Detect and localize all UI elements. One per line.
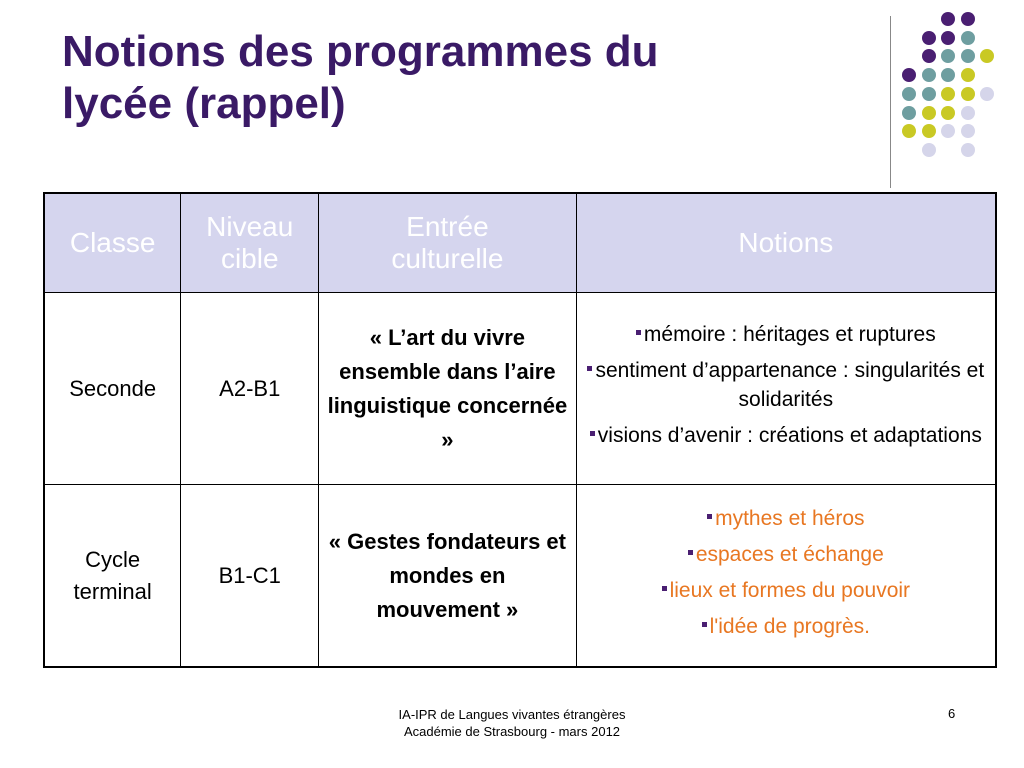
decorative-dot [922, 68, 936, 82]
square-bullet-icon [688, 550, 693, 555]
notion-item [583, 576, 989, 605]
decorative-dot [922, 124, 936, 138]
square-bullet-icon [707, 514, 712, 519]
cell-classe-cycle-terminal [44, 485, 181, 667]
decorative-dot [961, 49, 975, 63]
footer-line-2: Académie de Strasbourg - mars 2012 [403, 724, 621, 739]
header-entree-culturelle [319, 193, 576, 293]
header-classe: Classe [44, 193, 181, 293]
notion-text: sentiment d’appartenance : singularités et solidarités [595, 359, 985, 412]
header-entree-line-2: culturelle [391, 243, 504, 274]
table-row-seconde [44, 293, 996, 485]
slide-title-line-2: lycée (rappel) [62, 79, 346, 128]
slide-title [62, 26, 862, 130]
notion-item [583, 320, 989, 349]
decorative-dot [961, 124, 975, 138]
square-bullet-icon [662, 586, 667, 591]
square-bullet-icon [636, 330, 641, 335]
decorative-dot [961, 106, 975, 120]
decorative-dot [922, 143, 936, 157]
decorative-dot [941, 68, 955, 82]
notions-table [43, 192, 997, 668]
header-notions: Notions [576, 193, 996, 293]
cell-classe-seconde: Seconde [44, 293, 181, 485]
decorative-dot [941, 87, 955, 101]
decorative-dot [902, 124, 916, 138]
cell-notions-cycle-terminal [576, 485, 996, 667]
page-number: 6 [948, 706, 956, 721]
cell-notions-seconde [576, 293, 996, 485]
decorative-dot [941, 124, 955, 138]
decorative-dots [902, 12, 1012, 172]
decorative-dot [961, 68, 975, 82]
notion-text: l'idée de progrès. [709, 614, 871, 638]
decorative-dot [941, 106, 955, 120]
divider-line [890, 16, 891, 188]
decorative-dot [922, 31, 936, 45]
notion-text: espaces et échange [695, 542, 884, 566]
cell-entree-seconde: « L’art du vivre ensemble dans l’aire linguistique concernée » [319, 293, 576, 485]
footer-line-1: IA-IPR de Langues vivantes étrangères [398, 707, 626, 722]
decorative-dot [941, 12, 955, 26]
decorative-dot [922, 49, 936, 63]
decorative-dot [980, 49, 994, 63]
notion-item [583, 612, 989, 641]
notion-item [583, 421, 989, 450]
cell-entree-cycle-terminal: « Gestes fondateurs et mondes en mouvement » [319, 485, 576, 667]
decorative-dot [922, 106, 936, 120]
square-bullet-icon [587, 366, 592, 371]
notion-text: mythes et héros [715, 506, 865, 530]
decorative-dot [902, 106, 916, 120]
notion-text: mémoire : héritages et ruptures [643, 323, 936, 347]
slide-title-line-1: Notions des programmes du [62, 27, 659, 76]
square-bullet-icon [702, 622, 707, 627]
footer [300, 706, 724, 740]
header-niveau-cible [181, 193, 319, 293]
notion-item [583, 504, 989, 533]
header-niveau-line-2: cible [220, 243, 279, 274]
cell-classe-line-1: Cycle [85, 546, 141, 572]
decorative-dot [961, 87, 975, 101]
decorative-dot [922, 87, 936, 101]
cell-classe-line-2: terminal [73, 578, 152, 604]
square-bullet-icon [590, 431, 595, 436]
notion-item [583, 540, 989, 569]
decorative-dot [902, 68, 916, 82]
notion-text: visions d’avenir : créations et adaptations [597, 424, 982, 448]
decorative-dot [961, 143, 975, 157]
notion-item [583, 356, 989, 414]
table-header-row [44, 193, 996, 293]
decorative-dot [961, 31, 975, 45]
decorative-dot [961, 12, 975, 26]
cell-niveau-cycle-terminal: B1-C1 [181, 485, 319, 667]
notions-list-seconde [583, 320, 989, 450]
header-entree-line-1: Entrée [406, 211, 489, 242]
decorative-dot [980, 87, 994, 101]
decorative-dot [941, 31, 955, 45]
cell-niveau-seconde: A2-B1 [181, 293, 319, 485]
decorative-dot [941, 49, 955, 63]
table-row-cycle-terminal [44, 485, 996, 667]
notions-list-cycle-terminal [583, 504, 989, 641]
header-niveau-line-1: Niveau [206, 211, 294, 242]
decorative-dot [902, 87, 916, 101]
notion-text: lieux et formes du pouvoir [669, 578, 911, 602]
